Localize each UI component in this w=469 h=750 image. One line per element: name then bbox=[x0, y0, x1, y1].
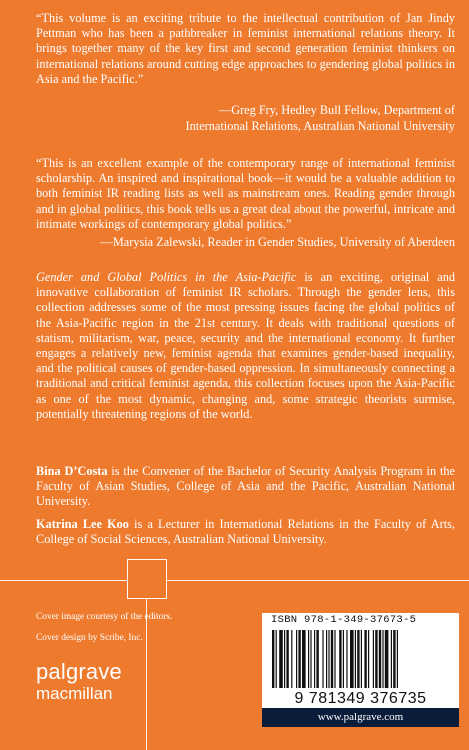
book-description bbox=[36, 270, 455, 422]
barcode-bar bbox=[355, 630, 356, 688]
barcode-bar bbox=[339, 630, 341, 688]
editor-bio-bina-dcosta bbox=[36, 464, 455, 510]
decorative-square bbox=[127, 559, 167, 599]
publisher-logo-palgrave: palgrave bbox=[36, 659, 122, 684]
barcode-bar bbox=[276, 630, 277, 688]
divider-line-left bbox=[0, 580, 127, 581]
barcode-number: 9 781349 376735 bbox=[294, 690, 427, 707]
barcode-bar bbox=[296, 630, 297, 688]
cover-image-credit: Cover image courtesy of the editors. bbox=[36, 612, 173, 622]
barcode-bar bbox=[326, 630, 327, 688]
editor-bio-bina-dcosta-text: is the Convener of the Bachelor of Security Analysis Program in the Faculty of Asian Studies, College of Asia and the Pacific, Australian National University. bbox=[36, 464, 455, 509]
editor-bio-katrina-lee-koo-text: is a Lecturer in International Relations in the Faculty of Arts, College of Social Sciences, Australian National University. bbox=[36, 517, 455, 547]
barcode-bar bbox=[343, 630, 344, 688]
divider-line-right bbox=[167, 580, 469, 581]
barcode-bar bbox=[310, 630, 311, 688]
barcode-bar bbox=[286, 630, 288, 688]
quote-greg-fry: “This volume is an exciting tribute to the intellectual contribution of Jan Jindy Pettman who has been a pathbreaker in feminist international relations theory. It brings together many of the key first and second generation feminist thinkers on international relations around cutting edge approaches to gendering global politics in Asia and the Pacific.” bbox=[36, 11, 455, 86]
quote-marysia-zalewski: “This is an excellent example of the contemporary range of international feminist scholarship. An inspired and inspirational book—it would be a valuable addition to both feminist IR reading lists as well as mainstream ones. Reading gender through and in global politics, this book tells us a great deal about the powerful, intricate and intimate workings of contemporary global politics.” bbox=[36, 156, 455, 231]
barcode-bar bbox=[334, 630, 335, 688]
barcode-bar bbox=[328, 630, 329, 688]
barcode-bar bbox=[314, 630, 315, 688]
barcode-bar bbox=[302, 630, 306, 688]
cover-design-credit: Cover design by Scribe, Inc. bbox=[36, 633, 143, 643]
barcode-bar bbox=[291, 630, 292, 688]
barcode-bar bbox=[346, 630, 347, 688]
barcode-bar bbox=[322, 630, 323, 688]
barcode-bar bbox=[272, 630, 274, 688]
barcode-bar bbox=[316, 630, 318, 688]
barcode-bar bbox=[298, 630, 300, 688]
barcode-bar bbox=[379, 630, 381, 688]
book-title: Gender and Global Politics in the Asia-Pacific bbox=[36, 270, 297, 284]
barcode-bar bbox=[382, 630, 383, 688]
isbn-text: ISBN 978-1-349-37673-5 bbox=[271, 614, 417, 626]
barcode-bar bbox=[331, 630, 333, 688]
barcode-bar bbox=[375, 630, 377, 688]
barcode-bar bbox=[357, 630, 359, 688]
barcode-bar bbox=[284, 630, 285, 688]
barcode-bar bbox=[397, 630, 398, 688]
publisher-logo-macmillan: macmillan bbox=[36, 684, 113, 703]
barcode-bar bbox=[279, 630, 283, 688]
barcode-bars bbox=[270, 630, 450, 690]
barcode-bar bbox=[364, 630, 366, 688]
barcode-bar bbox=[373, 630, 374, 688]
barcode-bar bbox=[308, 630, 309, 688]
barcode-bar bbox=[391, 630, 392, 688]
quote-greg-fry-attribution-line1: —Greg Fry, Hedley Bull Fellow, Department of bbox=[218, 103, 455, 117]
editor-name-katrina-lee-koo: Katrina Lee Koo bbox=[36, 517, 129, 531]
editor-bio-katrina-lee-koo bbox=[36, 517, 455, 547]
book-description-text: is an exciting, original and innovative collaboration of feminist IR scholars. Through the gender lens, this collection addresses some of the most pressing issues facing the global politics of the Asia-Pacific region in the 21st century. It deals with traditional questions of statism, militarism, war, peace, security and the international economy. It further engages a relatively new, feminist agenda that examines gender-based inequality, and the political causes of gender-based oppression. In simultaneously connecting a traditional and critical feminist agenda, this collection focuses upon the Asia-Pacific as one of the most dynamic, changing and, some strategic theorists surmise, potentially threatening regions of the world. bbox=[36, 270, 455, 421]
publisher-url: www.palgrave.com bbox=[262, 708, 459, 727]
quote-marysia-zalewski-attribution: —Marysia Zalewski, Reader in Gender Studies, University of Aberdeen bbox=[100, 235, 455, 249]
barcode-bar bbox=[393, 630, 395, 688]
barcode-bar bbox=[368, 630, 369, 688]
quote-greg-fry-attribution-line2: International Relations, Australian National University bbox=[185, 119, 455, 133]
barcode-bar bbox=[385, 630, 389, 688]
barcode-bar bbox=[350, 630, 354, 688]
barcode-bar bbox=[361, 630, 362, 688]
editor-name-bina-dcosta: Bina D’Costa bbox=[36, 464, 108, 478]
